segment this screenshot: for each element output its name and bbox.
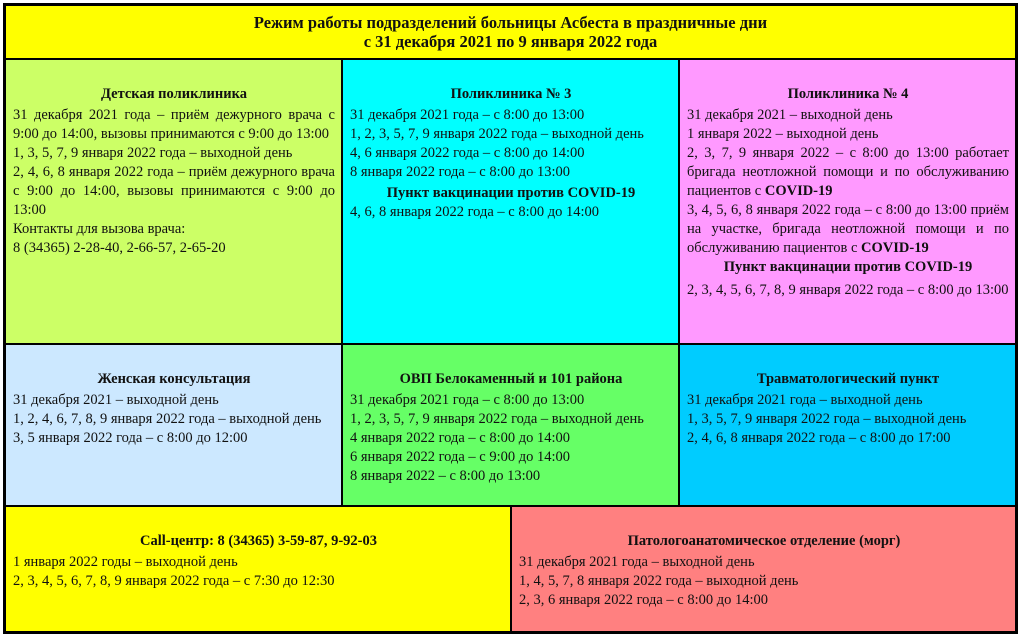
cell-call-center: [5, 506, 511, 632]
title-line-2: с 31 декабря 2021 по 9 января 2022 года: [363, 32, 658, 51]
morg-line: 31 декабря 2021 года – выходной день: [519, 554, 755, 570]
table-title: [5, 5, 1016, 59]
cell-morg: [511, 506, 1016, 632]
cell-zhenskaya-konsultatsiya: [5, 344, 342, 506]
detskaya-line: 2, 4, 6, 8 января 2022 года – приём дежурного врача с 9:00 до 14:00, вызовы принимаются с 9:00 до 13:00: [13, 164, 335, 218]
zhenskaya-line: 1, 2, 4, 6, 7, 8, 9 января 2022 года – выходной день: [13, 411, 322, 427]
zhenskaya-line: 3, 5 января 2022 года – с 8:00 до 12:00: [13, 430, 248, 446]
detskaya-line: Контакты для вызова врача:: [13, 221, 186, 237]
heading-ovp: ОВП Белокаменный и 101 района: [399, 371, 623, 387]
heading-travma: Травматологический пункт: [756, 371, 940, 387]
heading-poliklinika-4: Поликлиника № 4: [787, 86, 909, 102]
zhenskaya-line: 31 декабря 2021 – выходной день: [13, 392, 219, 408]
morg-line: 1, 4, 5, 7, 8 января 2022 года – выходной день: [519, 573, 799, 589]
morg-line: 2, 3, 6 января 2022 года – с 8:00 до 14:00: [519, 592, 769, 608]
ovp-line: 1, 2, 3, 5, 7, 9 января 2022 года – выходной день: [350, 411, 644, 427]
ovp-line: 6 января 2022 года – с 9:00 до 14:00: [350, 449, 571, 465]
cell-poliklinika-4: [679, 59, 1016, 344]
travma-line: 1, 3, 5, 7, 9 января 2022 года – выходной день: [687, 411, 967, 427]
subheading-vaccination-3: Пункт вакцинации против COVID-19: [386, 185, 636, 201]
poliklinika4-line-text: 2, 3, 7, 9 января 2022 – с 8:00 до 13:00 работает бригада неотложной помощи и по обслуживанию пациентов с: [687, 145, 1009, 199]
poliklinika4-line: [687, 144, 1009, 201]
ovp-line: 4 января 2022 года – с 8:00 до 14:00: [350, 430, 571, 446]
poliklinika3-line: 1, 2, 3, 5, 7, 9 января 2022 года – выходной день: [350, 126, 644, 142]
poliklinika3-line: 4, 6 января 2022 года – с 8:00 до 14:00: [350, 145, 585, 161]
cell-travmatologichesky-punkt: [679, 344, 1016, 506]
subheading-vaccination-4: Пункт вакцинации против COVID-19: [723, 259, 973, 275]
heading-zhenskaya: Женская консультация: [97, 371, 251, 387]
detskaya-line: 8 (34365) 2-28-40, 2-66-57, 2-65-20: [13, 240, 226, 256]
cell-ovp-belokamenny: [342, 344, 679, 506]
ovp-line: 8 января 2022 – с 8:00 до 13:00: [350, 468, 541, 484]
covid-label: COVID-19: [861, 240, 929, 256]
callcenter-line: 1 января 2022 годы – выходной день: [13, 554, 238, 570]
detskaya-line: 1, 3, 5, 7, 9 января 2022 года – выходной день: [13, 145, 293, 161]
vaccination-4-line: 2, 3, 4, 5, 6, 7, 8, 9 января 2022 года – с 8:00 до 13:00: [687, 282, 1009, 298]
callcenter-line: 2, 3, 4, 5, 6, 7, 8, 9 января 2022 года – с 7:30 до 12:30: [13, 573, 335, 589]
heading-detskaya-poliklinika: Детская поликлиника: [100, 86, 248, 102]
vaccination-3-line: 4, 6, 8 января 2022 года – с 8:00 до 14:00: [350, 204, 600, 220]
covid-label: COVID-19: [764, 183, 833, 199]
heading-poliklinika-3: Поликлиника № 3: [450, 86, 572, 102]
detskaya-line: 31 декабря 2021 года – приём дежурного врача с 9:00 до 14:00, вызовы принимаются с 9:00 до 13:00: [13, 107, 335, 142]
title-line-1: Режим работы подразделений больницы Асбеста в праздничные дни: [253, 13, 768, 32]
heading-call-center: Call-центр: 8 (34365) 3-59-87, 9-92-03: [139, 533, 378, 549]
travma-line: 2, 4, 6, 8 января 2022 года – с 8:00 до 17:00: [687, 430, 951, 446]
poliklinika4-line: [687, 201, 1009, 258]
poliklinika4-line-text: 3, 4, 5, 6, 8 января 2022 года – с 8:00 до 13:00 приём на участке, бригада неотложной помощи и по обслуживанию пациентов с: [687, 202, 1009, 256]
poliklinika3-line: 8 января 2022 года – с 8:00 до 13:00: [350, 164, 571, 180]
cell-poliklinika-3: [342, 59, 679, 344]
schedule-table: [3, 3, 1018, 634]
poliklinika4-line: 31 декабря 2021 – выходной день: [687, 107, 893, 123]
poliklinika4-line: 1 января 2022 – выходной день: [687, 126, 879, 142]
ovp-line: 31 декабря 2021 года – с 8:00 до 13:00: [350, 392, 585, 408]
cell-detskaya-poliklinika: [5, 59, 342, 344]
poliklinika3-line: 31 декабря 2021 года – с 8:00 до 13:00: [350, 107, 585, 123]
heading-morg: Патологоанатомическое отделение (морг): [627, 533, 901, 549]
travma-line: 31 декабря 2021 года – выходной день: [687, 392, 923, 408]
